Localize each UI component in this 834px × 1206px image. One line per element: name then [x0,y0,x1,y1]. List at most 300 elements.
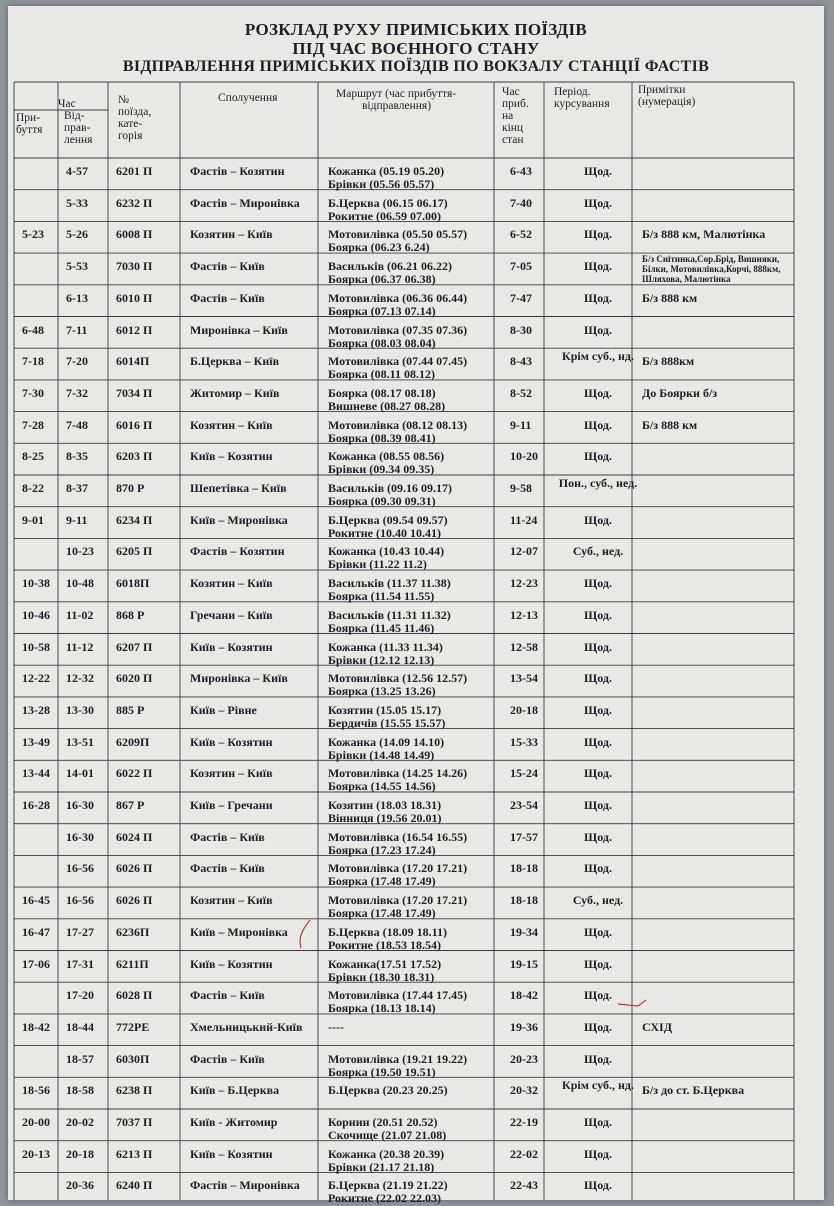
departure-time: 9-11 [66,512,88,527]
departure-time: 8-35 [66,449,88,464]
train-number: 6008 П [116,227,153,242]
table-row [14,951,794,983]
period: Крім суб., нд. [562,1078,634,1093]
arrival-time: 16-28 [22,798,50,812]
train-number: 6234 П [116,512,153,527]
departure-time: 7-11 [66,322,88,337]
arrival-time: 10-46 [22,607,50,622]
arrival-time: 20-13 [22,1146,50,1161]
route-stop-2: Брівки (09.34 09.35) [328,462,435,477]
departure-time: 5-53 [66,259,88,274]
arrival-time: 7-28 [22,417,44,432]
table-row [14,729,794,761]
header-period-1: Період. [554,86,591,98]
terminal-arrival: 19-15 [510,956,538,971]
route-stop-2: Боярка (17.23 17.24) [328,842,436,857]
header-departure-2: прав- [64,122,91,134]
route-stop-1: Кожанка (05.19 05.20) [328,164,445,178]
route-stop-1: Кожанка (10.43 10.44) [328,544,445,559]
departure-time: 17-20 [66,988,94,1003]
route-stop-1: Кожанка (11.33 11.34) [328,639,443,654]
route-stop-2: Брівки (21.17 21.18) [328,1159,435,1174]
departure-time: 13-30 [66,702,94,717]
route-stop-2: Рокитне (22.02 22.03) [328,1191,441,1206]
terminal-arrival: 12-13 [510,607,538,622]
period: Щод. [584,798,612,812]
departure-time: 11-02 [66,607,94,622]
table-row [14,1141,794,1173]
arrival-time: 12-22 [22,671,50,686]
table-row [14,1109,794,1141]
connection: Фастів – Київ [190,1051,265,1066]
header-departure-3: лення [64,134,93,146]
route-stop-1: Кожанка(17.51 17.52) [328,956,442,971]
period: Щод. [584,671,612,686]
period: Щод. [584,1146,612,1161]
departure-time: 17-27 [66,924,94,939]
table-row [14,317,794,349]
table-row [14,1046,794,1078]
connection: Фастів – Козятин [190,164,285,178]
terminal-arrival: 6-52 [510,227,532,242]
route-stop-1: Мотовилівка (17.44 17.45) [328,988,468,1003]
header-end-4: кінц [502,122,524,134]
terminal-arrival: 18-42 [510,988,538,1003]
period: Щод. [584,576,612,591]
route-stop-1: Кожанка (08.55 08.56) [328,449,445,464]
route-stop-1: Васильків (06.21 06.22) [328,259,453,274]
connection: Київ – Козятин [190,956,273,971]
period: Щод. [584,512,612,527]
table-row [14,507,794,539]
header-route-2: відправлення) [362,100,432,112]
terminal-arrival: 12-07 [510,544,538,559]
train-number: 6018П [116,576,150,591]
arrival-time: 17-06 [22,956,50,971]
table-row [14,665,794,697]
arrival-time: 13-49 [22,734,50,749]
train-number: 6026 П [116,861,153,876]
train-number: 6211П [116,956,149,971]
period: Щод. [584,702,612,717]
terminal-arrival: 20-18 [510,702,538,717]
pen-mark [616,992,650,1012]
period: Щод. [584,829,612,844]
period: Щод. [584,259,612,274]
route-stop-1: Мотовилівка (12.56 12.57) [328,671,468,686]
header-train-1: № [118,94,129,106]
departure-time: 20-36 [66,1178,94,1193]
arrival-time: 20-00 [22,1115,50,1129]
table-row [14,824,794,856]
route-stop-2: Брівки (11.22 11.2) [328,557,427,572]
connection: Козятин – Київ [190,893,273,908]
table-row [14,253,794,285]
route-stop-1: Мотовилівка (07.44 07.45) [328,354,468,369]
connection: Житомир – Київ [190,385,280,400]
terminal-arrival: 18-18 [510,893,538,908]
train-number: 6238 П [116,1083,153,1098]
connection: Київ – Гречани [190,798,273,812]
period: Щод. [584,164,612,178]
table-row [14,538,794,570]
terminal-arrival: 8-43 [510,354,532,369]
connection: Київ – Козятин [190,639,273,654]
train-number: 7034 П [116,385,153,400]
table-row [14,982,794,1014]
train-number: 6213 П [116,1146,153,1161]
table-row [14,697,794,729]
departure-time: 5-33 [66,195,88,210]
period: Пон., суб., нед. [558,476,638,490]
departure-time: 16-30 [66,798,94,812]
table-row [14,190,794,222]
connection: Фастів – Київ [190,259,265,274]
train-number: 868 Р [116,607,145,622]
route-stop-2: Брівки (12.12 12.13) [328,652,435,667]
table-row [14,1014,794,1046]
arrival-time: 7-30 [22,385,44,400]
period: Щод. [584,322,612,337]
terminal-arrival: 22-02 [510,1146,538,1161]
terminal-arrival: 19-36 [510,1019,538,1034]
arrival-time: 10-38 [22,576,50,591]
notes: Б/з 888 км, Малютінка [642,227,766,242]
connection: Київ – Миронівка [190,924,288,939]
connection: Козятин – Київ [190,576,273,591]
table-row [14,792,794,824]
table-row [14,380,794,412]
table-row [14,412,794,444]
terminal-arrival: 17-57 [510,829,538,844]
departure-time: 14-01 [66,766,94,781]
connection: Козятин – Київ [190,766,273,781]
terminal-arrival: 18-18 [510,861,538,876]
train-number: 6205 П [116,544,153,559]
connection: Козятин – Київ [190,417,273,432]
route-stop-1: Мотовилівка (19.21 19.22) [328,1051,468,1066]
departure-time: 16-30 [66,829,94,844]
terminal-arrival: 15-33 [510,734,538,749]
route-stop-2: Рокитне (06.59 07.00) [328,208,441,223]
route-stop-2: Боярка (17.48 17.49) [328,906,436,921]
terminal-arrival: 6-43 [510,164,532,178]
arrival-time: 18-56 [22,1083,50,1098]
connection: Гречани – Київ [190,607,273,622]
table-row [14,1172,794,1204]
table-row [14,475,794,507]
train-number: 7037 П [116,1115,153,1129]
train-number: 6203 П [116,449,153,464]
period: Щод. [584,861,612,876]
terminal-arrival: 9-58 [510,481,532,495]
route-stop-2: Рокитне (18.53 18.54) [328,937,441,952]
period: Щод. [584,766,612,781]
terminal-arrival: 8-52 [510,385,532,400]
table-row [14,602,794,634]
departure-time: 13-51 [66,734,94,749]
departure-time: 5-26 [66,227,88,242]
connection: Київ – Козятин [190,734,273,749]
title-line-2: ПІД ЧАС ВОЄННОГО СТАНУ [292,39,540,58]
period: Щод. [584,1115,612,1129]
period: Щод. [584,1178,612,1193]
table-row [14,285,794,317]
arrival-time: 18-42 [22,1019,50,1034]
departure-time: 20-18 [66,1146,94,1161]
departure-time: 12-32 [66,671,94,686]
route-stop-1: Мотовилівка (05.50 05.57) [328,227,468,242]
departure-time: 18-58 [66,1083,94,1098]
header-train-2: поїзда, [118,106,152,118]
departure-time: 16-56 [66,861,94,876]
route-stop-1: Мотовилівка (16.54 16.55) [328,829,468,844]
notes: Б/з 888 км [642,417,698,432]
route-stop-1: Корнин (20.51 20.52) [328,1115,438,1129]
connection: Хмельницький-Київ [190,1019,303,1034]
arrival-time: 5-23 [22,227,44,242]
train-number: 6207 П [116,639,153,654]
pen-mark [292,918,322,952]
header-arrival-1: При- [16,112,41,124]
header-time: Час [58,98,76,110]
route-stop-2: Боярка (08.03 08.04) [328,335,436,350]
route-stop-1: Б.Церква (06.15 06.17) [328,195,448,210]
route-stop-2: Боярка (11.45 11.46) [328,620,435,635]
departure-time: 18-44 [66,1019,94,1034]
table-row [14,634,794,666]
arrival-time: 9-01 [22,512,44,527]
period: Щод. [584,417,612,432]
terminal-arrival: 12-58 [510,639,538,654]
title-line-3: ВІДПРАВЛЕННЯ ПРИМІСЬКИХ ПОЇЗДІВ ПО ВОКЗАЛУ СТАНЦІЇ ФАСТІВ [122,58,710,75]
period: Щод. [584,1019,612,1034]
train-number: 6012 П [116,322,153,337]
table-row [14,855,794,887]
route-stop-1: Б.Церква (20.23 20.25) [328,1083,448,1098]
arrival-time: 8-22 [22,481,44,495]
route-stop-2: Боярка (14.55 14.56) [328,779,436,794]
route-stop-1: Мотовилівка (14.25 14.26) [328,766,468,781]
period: Щод. [584,734,612,749]
notes: Б/з Снітинка,Сор.Брід, Вишняки, Білки, Мотовилівка,Корчі, 888км, Шляхова, Малютінка [642,254,781,285]
route-stop-1: Мотовилівка (17.20 17.21) [328,861,468,876]
route-stop-2: Брівки (14.48 14.49) [328,747,435,762]
terminal-arrival: 15-24 [510,766,538,781]
connection: Фастів – Київ [190,290,265,305]
route-stop-2: Боярка (17.48 17.49) [328,874,436,889]
arrival-time: 10-58 [22,639,50,654]
terminal-arrival: 11-24 [510,512,538,527]
route-stop-2: Рокитне (10.40 10.41) [328,525,441,540]
period: Суб., нед. [572,544,624,559]
arrival-time: 13-44 [22,766,50,781]
route-stop-2: Боярка (06.37 06.38) [328,272,436,287]
terminal-arrival: 7-40 [510,195,532,210]
connection: Київ – Рівне [190,702,257,717]
route-stop-2: Боярка (11.54 11.55) [328,589,435,604]
train-number: 6010 П [116,290,153,305]
notes: Б/з 888 км [642,290,698,305]
departure-time: 4-57 [66,164,88,178]
notes: До Боярки б/з [642,385,718,400]
timetable-sheet [8,6,824,1206]
period: Щод. [584,290,612,305]
table-row [14,760,794,792]
period: Щод. [584,449,612,464]
connection: Київ – Миронівка [190,512,288,527]
period: Щод. [584,988,612,1003]
route-stop-1: Боярка (08.17 08.18) [328,385,436,400]
header-notes-1: Примітки [638,84,686,96]
arrival-time: 16-45 [22,893,50,908]
header-end-3: на [502,110,514,122]
route-stop-1: Мотовилівка (17.20 17.21) [328,893,468,908]
table-row [14,887,794,919]
table-row [14,443,794,475]
train-number: 6024 П [116,829,153,844]
period: Крім суб., нд. [562,349,634,364]
arrival-time: 8-25 [22,449,44,464]
notes: Б/з до ст. Б.Церква [642,1083,745,1098]
route-stop-2: Вишневе (08.27 08.28) [328,398,446,413]
terminal-arrival: 19-34 [510,924,538,939]
period: Щод. [584,639,612,654]
connection: Козятин – Київ [190,227,273,242]
terminal-arrival: 8-30 [510,322,532,337]
route-stop-2: Боярка (08.11 08.12) [328,367,435,382]
terminal-arrival: 20-23 [510,1051,538,1066]
terminal-arrival: 9-11 [510,417,532,432]
notes: СХІД [642,1019,672,1034]
train-number: 6209П [116,734,150,749]
route-stop-2: Скочище (21.07 21.08) [328,1128,447,1142]
route-stop-2: Боярка (06.23 6.24) [328,240,430,255]
route-stop-1: Васильків (09.16 09.17) [328,481,453,495]
header-departure-1: Від- [64,110,85,122]
period: Щод. [584,385,612,400]
arrival-time: 7-18 [22,354,44,369]
terminal-arrival: 7-47 [510,290,532,305]
header-end-2: приб. [502,98,529,110]
train-number: 6022 П [116,766,153,781]
train-number: 6240 П [116,1178,153,1193]
terminal-arrival: 20-32 [510,1083,538,1098]
terminal-arrival: 23-54 [510,798,538,812]
route-stop-1: Мотовилівка (08.12 08.13) [328,417,468,432]
train-number: 6028 П [116,988,153,1003]
train-number: 6016 П [116,417,153,432]
train-number: 6232 П [116,195,153,210]
connection: Київ – Козятин [190,1146,273,1161]
train-number: 870 Р [116,481,145,495]
route-stop-2: Боярка (08.39 08.41) [328,430,436,445]
route-stop-2: Боярка (09.30 09.31) [328,494,436,508]
table-row [14,221,794,253]
route-stop-1: Б.Церква (09.54 09.57) [328,512,448,527]
route-stop-1: Б.Церква (18.09 18.11) [328,924,447,939]
connection: Фастів – Миронівка [190,195,300,210]
route-stop-1: Козятин (18.03 18.31) [328,798,442,812]
terminal-arrival: 10-20 [510,449,538,464]
connection: Київ - Житомир [190,1115,278,1129]
period: Щод. [584,924,612,939]
connection: Б.Церква – Київ [190,354,280,369]
route-stop-2: Бердичів (15.55 15.57) [328,715,446,730]
departure-time: 16-56 [66,893,94,908]
route-stop-2: Вінниця (19.56 20.01) [328,811,442,825]
connection: Київ – Козятин [190,449,273,464]
header-route-1: Маршрут (час прибуття- [336,88,457,100]
route-stop-2: Боярка (13.25 13.26) [328,684,436,699]
connection: Шепетівка – Київ [190,481,287,495]
title-line-1: РОЗКЛАД РУХУ ПРИМІСЬКИХ ПОЇЗДІВ [244,20,588,39]
train-number: 6014П [116,354,150,369]
train-number: 6030П [116,1051,150,1066]
route-stop-1: Козятин (15.05 15.17) [328,702,442,717]
arrival-time: 6-48 [22,322,44,337]
route-stop-1: Кожанка (14.09 14.10) [328,734,445,749]
route-stop-1: Мотовилівка (06.36 06.44) [328,290,468,305]
notes: Б/з 888км [642,354,695,369]
arrival-time: 16-47 [22,924,50,939]
connection: Київ – Б.Церква [190,1083,280,1098]
connection: Фастів – Київ [190,988,265,1003]
header-end-1: Час [502,86,520,98]
train-number: 867 Р [116,798,145,812]
route-stop-2: Боярка (19.50 19.51) [328,1064,436,1079]
route-stop-1: Б.Церква (21.19 21.22) [328,1178,448,1193]
route-stop-2: Брівки (18.30 18.31) [328,969,435,984]
connection: Фастів – Козятин [190,544,285,559]
departure-time: 18-57 [66,1051,94,1066]
train-number: 6201 П [116,164,153,178]
departure-time: 20-02 [66,1115,94,1129]
departure-time: 10-48 [66,576,94,591]
train-number: 885 Р [116,702,145,717]
table-row [14,158,794,190]
connection: Фастів – Київ [190,829,265,844]
period: Щод. [584,1051,612,1066]
train-number: 7030 П [116,259,153,274]
header-end-5: стан [502,134,524,146]
table-row [14,1077,794,1109]
connection: Миронівка – Київ [190,671,288,686]
connection: Миронівка – Київ [190,322,288,337]
terminal-arrival: 7-05 [510,259,532,274]
departure-time: 7-20 [66,354,88,369]
header-arrival-2: буття [16,124,43,136]
route-stop-1: ---- [328,1019,344,1034]
departure-time: 8-37 [66,481,88,495]
departure-time: 7-32 [66,385,88,400]
route-stop-1: Васильків (11.31 11.32) [328,607,451,622]
departure-time: 11-12 [66,639,94,654]
departure-time: 6-13 [66,290,88,305]
terminal-arrival: 13-54 [510,671,538,686]
train-number: 6020 П [116,671,153,686]
table-row [14,348,794,380]
train-number: 6236П [116,924,150,939]
arrival-time: 13-28 [22,702,50,717]
header-train-4: горія [118,130,143,142]
terminal-arrival: 22-19 [510,1115,538,1129]
train-number: 772РЕ [116,1019,150,1034]
header-notes-2: (нумерація) [638,96,696,108]
departure-time: 10-23 [66,544,94,559]
terminal-arrival: 12-23 [510,576,538,591]
train-number: 6026 П [116,893,153,908]
